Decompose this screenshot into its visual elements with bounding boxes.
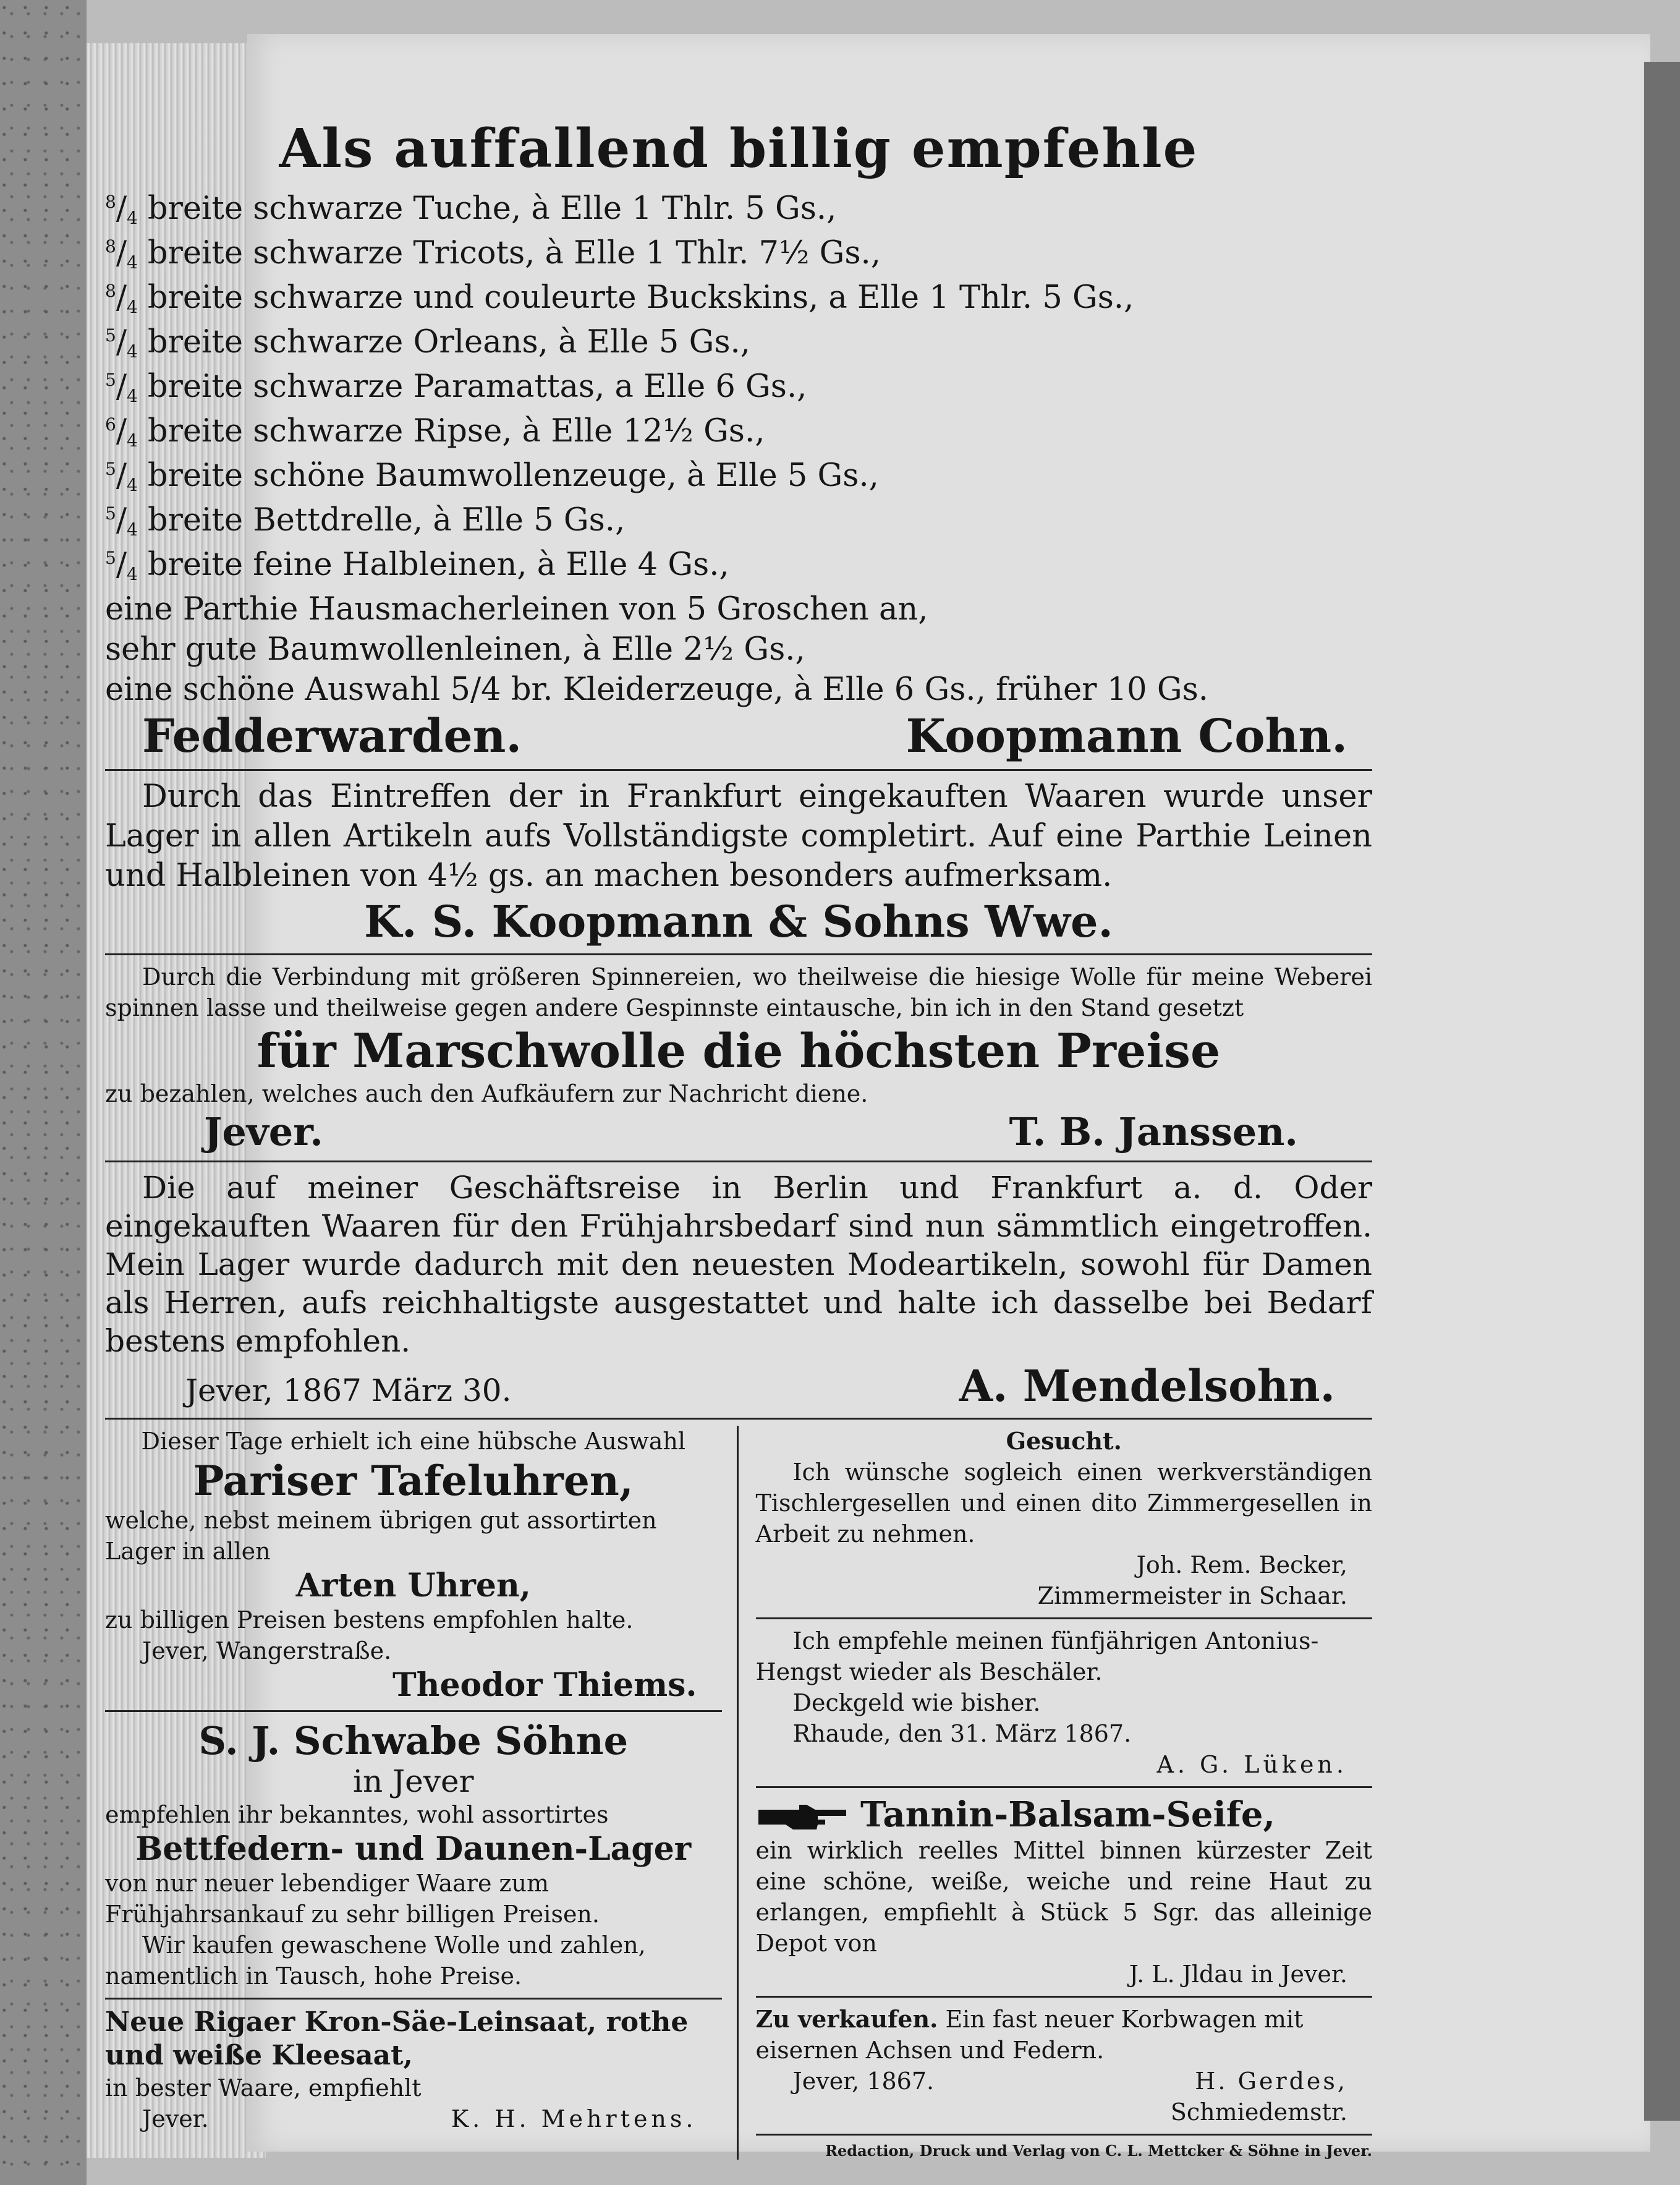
fraction-denominator: 4 [127,475,138,495]
fraction-numerator: 5 [105,503,116,524]
fraction-denominator: 4 [127,252,138,273]
ad-cloth-item-text: breite feine Halbleinen, à Elle 4 Gs., [147,547,729,583]
ad-schwabe-text2: Wir kaufen gewaschene Wolle und zahlen, namentlich in Tausch, hohe Preise. [105,1932,646,1990]
ad-schwabe-merchant: S. J. Schwabe Söhne [198,1718,629,1763]
book-edge-right [1644,62,1680,2121]
ad-cloth-title: Als auffallend billig empfehle [279,117,1198,180]
ad-cloth-item [105,233,1372,278]
fraction-slash: / [116,502,127,539]
fraction-denominator: 4 [127,430,138,451]
ad-thiems-headline: Pariser Tafeluhren, [193,1457,634,1505]
ad-schwabe-intro: empfehlen ihr bekanntes, wohl assortirtes [105,1801,609,1828]
ad-gerdes-dateline: Jever, 1867. [792,2068,935,2095]
ad-cloth-item [105,322,1372,367]
divider [756,1786,1373,1788]
pointing-hand-icon [756,1801,849,1833]
ad-cloth-item-text: breite schwarze Tuche, à Elle 1 Thlr. 5 Gs., [147,190,837,227]
fraction-denominator: 4 [127,564,138,584]
ad-becker-name: Joh. Rem. Becker, [1136,1551,1347,1578]
ad-cloth-item [105,367,1372,411]
ad-cloth-item-text: breite schwarze Orleans, à Elle 5 Gs., [147,324,750,360]
ad-becker [756,1426,1373,1611]
ad-cloth-item [105,411,1372,456]
divider [756,1617,1373,1619]
ad-cloth-item-text: breite Bettdrelle, à Elle 5 Gs., [147,502,626,539]
ad-gerdes-role: Schmiedemstr. [1170,2098,1347,2126]
ad-thiems-place: Jever, Wangerstraße. [142,1637,392,1664]
ad-schwabe-headline: Bettfedern- und Daunen-Lager [135,1830,692,1868]
ad-thiems-text2: zu billigen Preisen bestens empfohlen halte. [105,1606,634,1633]
ad-frankfurt-merchant: K. S. Koopmann & Sohns Wwe. [364,896,1113,947]
fraction-denominator: 4 [127,208,138,228]
fraction-numerator: 5 [105,325,116,346]
ad-gerdes [756,2004,1373,2128]
ad-luken-text: Ich empfehle meinen fünfjährigen Antonius-Hengst wieder als Beschäler. [755,1627,1319,1685]
ad-cloth-item [105,500,1372,545]
ad-cloth-item-text: breite schwarze Paramattas, a Elle 6 Gs., [147,368,807,405]
fraction-denominator: 4 [127,297,138,317]
imprint: Redaction, Druck und Verlag von C. L. Mettcker & Söhne in Jever. [825,2142,1372,2160]
ad-thiems-text: welche, nebst meinem übrigen gut assortirten Lager in allen [105,1507,657,1565]
divider [105,1418,1372,1420]
right-column [739,1426,1373,2160]
ad-thiems-headline2: Arten Uhren, [295,1567,531,1604]
ad-tannin-text: ein wirklich reelles Mittel binnen kürzester Zeit eine schöne, weiße, weiche und reine Haut zu erlangen, empfiehlt à Stück 5 Sgr. das alleinige Depot von [755,1837,1372,1957]
ad-mehrtens-text: in bester Waare, empfiehlt [105,2074,422,2102]
ad-thiems [105,1426,722,1704]
ad-cloth-place: Fedderwarden. [142,710,522,763]
ad-mendelsohn [105,1169,1372,1412]
ad-becker-title: Gesucht. [1006,1427,1122,1455]
fraction-slash: / [116,279,127,316]
ad-thiems-merchant: Theodor Thiems. [392,1666,697,1704]
ad-wool-merchant: T. B. Janssen. [1009,1109,1298,1154]
fraction-denominator: 4 [127,519,138,540]
ad-mehrtens-place: Jever. [142,2105,209,2132]
fraction-slash: / [116,368,127,405]
ad-luken-fee: Deckgeld wie bisher. [792,1689,1041,1716]
divider [105,1710,722,1712]
fraction-numerator: 5 [105,459,116,479]
ad-cloth-extra-line: eine Parthie Hausmacherleinen von 5 Groschen an, [105,591,928,628]
left-column [105,1426,739,2160]
divider [756,2134,1373,2136]
ad-luken-dateline: Rhaude, den 31. März 1867. [792,1720,1132,1747]
ad-becker-text: Ich wünsche sogleich einen werkverständigen Tischlergesellen und einen dito Zimmergesellen in Arbeit zu nehmen. [755,1459,1372,1548]
ad-cloth-item-text: breite schwarze und couleurte Buckskins, a Elle 1 Thlr. 5 Gs., [147,279,1134,316]
fraction-numerator: 5 [105,548,116,568]
ad-cloth-extra-line: sehr gute Baumwollenleinen, à Elle 2½ Gs., [105,631,805,668]
ad-mendelsohn-dateline: Jever, 1867 März 30. [185,1373,512,1408]
ad-frankfurt [105,777,1372,947]
ad-wool-headline: für Marschwolle die höchsten Preise [257,1023,1221,1078]
fraction-slash: / [116,413,127,449]
ad-luken [756,1625,1373,1780]
ad-gerdes-name: H. Gerdes, [1195,2068,1347,2095]
ad-tannin [756,1794,1373,1990]
ad-cloth-extra-line: eine schöne Auswahl 5/4 br. Kleiderzeuge, à Elle 6 Gs., früher 10 Gs. [105,671,1208,708]
divider [105,953,1372,955]
ad-mehrtens-merchant: K. H. Mehrtens. [451,2105,697,2132]
ad-gerdes-title: Zu verkaufen. [755,2005,938,2033]
book-edge-left [0,0,87,2185]
ad-cloth-item [105,545,1372,589]
ad-wool [105,961,1372,1154]
ad-thiems-intro: Dieser Tage erhielt ich eine hübsche Auswahl [141,1428,686,1455]
two-column-section [105,1426,1372,2160]
fraction-numerator: 8 [105,236,116,257]
ad-cloth-item [105,189,1372,233]
divider [105,1161,1372,1162]
ad-becker-role: Zimmermeister in Schaar. [1037,1582,1347,1609]
ad-frankfurt-text: Durch das Eintreffen der in Frankfurt eingekauften Waaren wurde unser Lager in allen Artikeln aufs Vollständigste completirt. Auf eine Parthie Leinen und Halbleinen von 4½ gs. an machen besonders aufmerksam. [105,778,1372,894]
ad-mendelsohn-text: Die auf meiner Geschäftsreise in Berlin und Frankfurt a. d. Oder eingekauften Waaren für den Frühjahrsbedarf sind nun sämmtlich eingetroffen. Mein Lager wurde dadurch mit den neuesten Modeartikeln, sowohl für Damen als Herren, aufs reichhaltigste ausgestattet und halte ich dasselbe bei Bedarf bestens empfohlen. [105,1170,1372,1359]
ad-cloth [105,117,1372,763]
divider [756,1996,1373,1998]
ad-cloth-merchant: Koopmann Cohn. [906,710,1347,763]
fraction-slash: / [116,324,127,360]
divider [105,1998,722,2000]
fraction-denominator: 4 [127,341,138,362]
ad-tannin-merchant: J. L. Jldau in Jever. [1129,1961,1347,1988]
page-content [105,117,1372,2160]
fraction-slash: / [116,547,127,583]
ad-wool-text: Durch die Verbindung mit größeren Spinnereien, wo theilweise die hiesige Wolle für meine Weberei spinnen lasse und theilweise gegen andere Gespinnste eintausche, bin ich in den Stand gesetzt [105,963,1372,1021]
ad-cloth-item [105,278,1372,322]
fraction-slash: / [116,458,127,494]
divider [105,769,1372,771]
ad-luken-name: A. G. Lüken. [1156,1751,1347,1778]
fraction-slash: / [116,190,127,227]
ad-cloth-item-text: breite schwarze Ripse, à Elle 12½ Gs., [147,413,765,449]
ad-wool-text2: zu bezahlen, welches auch den Aufkäufern zur Nachricht diene. [105,1080,868,1107]
ad-mehrtens-headline: Neue Rigaer Kron-Säe-Leinsaat, rothe und weiße Kleesaat, [105,2006,689,2071]
ad-mehrtens [105,2006,722,2134]
fraction-numerator: 5 [105,370,116,390]
ad-gerdes-text: Ein fast neuer Korbwagen mit eisernen Achsen und Federn. [755,2006,1304,2064]
fraction-numerator: 8 [105,281,116,301]
ad-cloth-item-text: breite schwarze Tricots, à Elle 1 Thlr. 7½ Gs., [147,235,881,271]
fraction-numerator: 6 [105,414,116,435]
ad-schwabe-place: in Jever [353,1763,474,1799]
ad-tannin-headline: Tannin-Balsam-Seife, [860,1794,1276,1835]
ad-cloth-item-list [105,189,1372,589]
fraction-denominator: 4 [127,386,138,406]
ad-wool-place: Jever. [204,1109,323,1154]
fraction-slash: / [116,235,127,271]
ad-schwabe [105,1718,722,1991]
ad-cloth-item-text: breite schöne Baumwollenzeuge, à Elle 5 Gs., [147,458,879,494]
ad-mendelsohn-merchant: A. Mendelsohn. [959,1360,1335,1412]
fraction-numerator: 8 [105,192,116,212]
ad-cloth-item [105,456,1372,500]
ad-schwabe-text: von nur neuer lebendiger Waare zum Frühjahrsankauf zu sehr billigen Preisen. [105,1870,600,1928]
